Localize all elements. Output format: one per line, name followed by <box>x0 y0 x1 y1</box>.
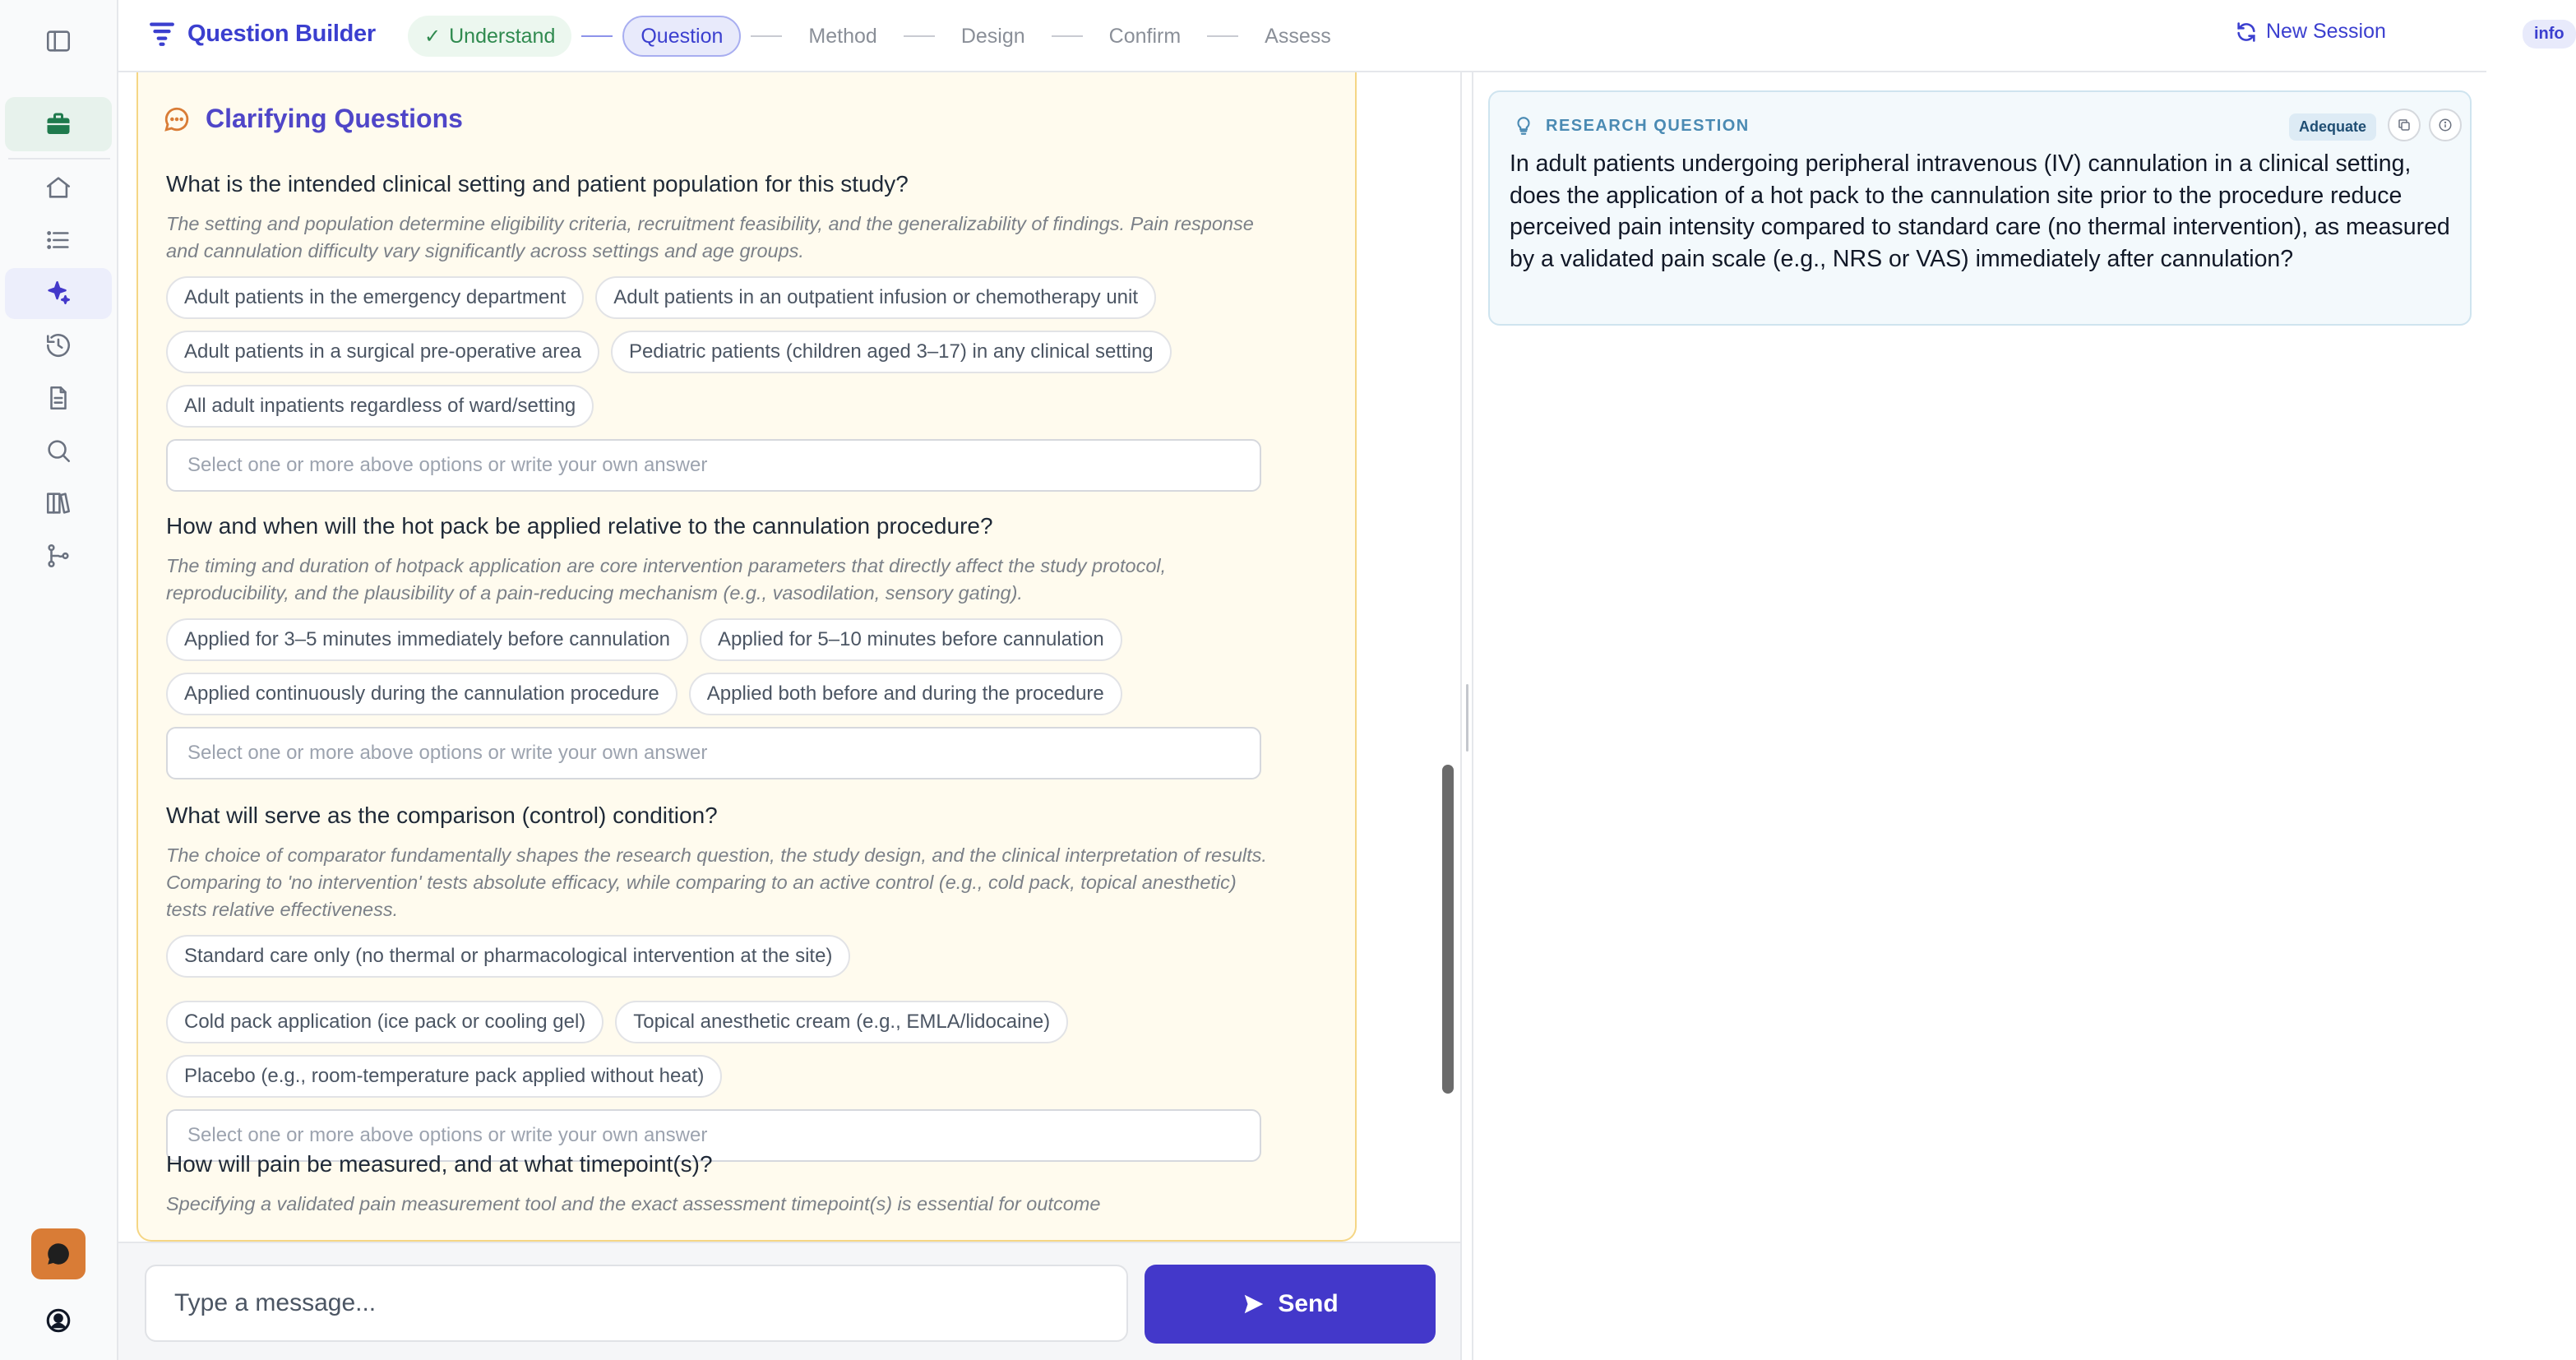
option-chip[interactable]: Placebo (e.g., room-temperature pack applied without heat) <box>166 1055 722 1098</box>
question-title: How will pain be measured, and at what timepoint(s)? <box>166 1151 713 1177</box>
app-title <box>148 20 376 48</box>
option-chips <box>166 935 1268 1098</box>
clarifying-header <box>163 104 463 134</box>
step-method[interactable] <box>792 16 893 57</box>
option-chip[interactable]: Pediatric patients (children aged 3–17) in any clinical setting <box>611 331 1172 373</box>
copy-button[interactable] <box>2388 109 2421 141</box>
step-confirm[interactable] <box>1093 16 1198 57</box>
step-label: Design <box>960 24 1025 48</box>
question-rationale: The choice of comparator fundamentally shapes the research question, the study design, and the clinical interpretation of results. Comparing to 'no intervention' tests absolute efficacy, while comparing to an active control (e.g., cold pack, topical anesthetic) tests relative effectiveness. <box>166 844 1267 920</box>
search-icon[interactable] <box>44 436 73 465</box>
info-icon <box>2438 118 2453 132</box>
label-text: RESEARCH QUESTION <box>1546 116 1750 135</box>
clarifying-title: Clarifying Questions <box>206 104 463 133</box>
list-icon[interactable] <box>44 225 73 255</box>
clarifying-questions-card <box>136 72 1357 1242</box>
top-bar <box>118 0 2564 72</box>
chat-button[interactable] <box>31 1228 86 1279</box>
option-chip[interactable]: Cold pack application (ice pack or cooling gel) <box>166 1001 604 1043</box>
step-label: Confirm <box>1108 24 1182 48</box>
filter-logo-icon <box>148 20 176 48</box>
question-block <box>166 171 1268 492</box>
option-chip[interactable]: Applied for 3–5 minutes immediately before cannulation <box>166 618 688 661</box>
option-chip[interactable]: Adult patients in a surgical pre-operative area <box>166 331 599 373</box>
chat-icon <box>44 1240 72 1268</box>
question-title: What is the intended clinical setting and patient population for this study? <box>166 171 909 197</box>
send-icon <box>1242 1292 1266 1316</box>
question-block <box>166 1151 1268 1229</box>
step-assess[interactable] <box>1248 16 1348 57</box>
option-chip[interactable]: Applied for 5–10 minutes before cannulation <box>700 618 1122 661</box>
research-question-label <box>1513 115 1750 136</box>
git-branch-icon[interactable] <box>44 541 73 571</box>
chat-panel <box>118 72 1460 1360</box>
option-chip[interactable]: Topical anesthetic cream (e.g., EMLA/lidocaine) <box>615 1001 1068 1043</box>
option-chips <box>166 276 1268 428</box>
sparkle-icon[interactable] <box>44 278 73 308</box>
sidebar-divider <box>8 158 110 160</box>
answer-input[interactable] <box>166 439 1261 492</box>
option-chips <box>166 618 1268 715</box>
step-connector <box>581 35 613 37</box>
option-chip[interactable]: Adult patients in the emergency department <box>166 276 584 319</box>
workspace-button[interactable] <box>5 97 112 151</box>
library-icon[interactable] <box>44 488 73 518</box>
question-title: How and when will the hot pack be applied relative to the cannulation procedure? <box>166 513 993 539</box>
check-icon: ✓ <box>424 25 442 48</box>
send-label: Send <box>1278 1290 1339 1317</box>
document-icon[interactable] <box>44 383 73 413</box>
sidebar-toggle-icon[interactable] <box>44 26 73 56</box>
panel-resize-handle[interactable] <box>1460 72 1473 1360</box>
option-chip[interactable]: Applied both before and during the procedure <box>689 673 1122 715</box>
question-block <box>166 513 1268 779</box>
resize-grip-icon <box>1466 684 1468 752</box>
answer-input[interactable] <box>166 727 1261 779</box>
info-badge[interactable]: info <box>2523 20 2576 49</box>
step-understand[interactable] <box>408 16 571 57</box>
step-progress <box>408 15 1348 58</box>
option-chip[interactable]: Adult patients in an outpatient infusion or chemotherapy unit <box>595 276 1156 319</box>
question-block <box>166 803 1268 1162</box>
step-label: Question <box>641 24 724 48</box>
refresh-icon <box>2235 21 2258 44</box>
copy-icon <box>2397 118 2412 132</box>
step-connector <box>1207 35 1238 37</box>
step-label: Assess <box>1265 24 1331 48</box>
question-rationale: Specifying a validated pain measurement tool and the exact assessment timepoint(s) is essential for outcome <box>166 1193 1101 1214</box>
quality-badge: Adequate <box>2289 113 2376 141</box>
option-chip[interactable]: Standard care only (no thermal or pharmacological intervention at the site) <box>166 935 850 978</box>
send-button[interactable] <box>1145 1265 1436 1344</box>
lightbulb-icon <box>1513 115 1534 136</box>
info-button[interactable] <box>2429 109 2462 141</box>
research-question-card <box>1488 90 2472 326</box>
app-title-text: Question Builder <box>187 20 376 47</box>
question-rationale: The timing and duration of hotpack application are core intervention parameters that directly affect the study protocol, reproducibility, and the plausibility of a pain-reducing mechanism (e.g., vasodilation, sensory gating). <box>166 555 1167 604</box>
history-icon[interactable] <box>44 331 73 360</box>
message-input[interactable] <box>145 1265 1128 1342</box>
step-connector <box>904 35 935 37</box>
question-rationale: The setting and population determine eligibility criteria, recruitment feasibility, and the generalizability of findings. Pain response and cannulation difficulty vary significantly across settings and age groups. <box>166 213 1254 261</box>
step-connector <box>751 35 782 37</box>
message-composer <box>118 1242 1460 1360</box>
briefcase-icon <box>44 109 73 139</box>
new-session-button[interactable] <box>2235 20 2386 44</box>
step-design[interactable] <box>945 16 1042 57</box>
step-question[interactable] <box>622 16 741 57</box>
user-icon[interactable] <box>44 1306 73 1335</box>
question-title: What will serve as the comparison (control) condition? <box>166 803 718 828</box>
research-question-text: In adult patients undergoing peripheral intravenous (IV) cannulation in a clinical setting, does the application of a hot pack to the cannulation site prior to the procedure reduce perceived pain intensity compared to standard care (no thermal intervention), as measured by a validated pain scale (e.g., NRS or VAS) immediately after cannulation? <box>1510 150 2450 272</box>
step-connector <box>1052 35 1083 37</box>
option-chip[interactable]: All adult inpatients regardless of ward/setting <box>166 385 594 428</box>
option-chip[interactable]: Applied continuously during the cannulation procedure <box>166 673 678 715</box>
step-label: Understand <box>449 24 556 48</box>
step-label: Method <box>808 24 877 48</box>
message-dots-icon <box>163 105 191 133</box>
new-session-label: New Session <box>2266 20 2386 43</box>
left-sidebar <box>0 0 118 1360</box>
chat-scrollbar[interactable] <box>1442 765 1454 1094</box>
home-icon[interactable] <box>44 173 73 202</box>
